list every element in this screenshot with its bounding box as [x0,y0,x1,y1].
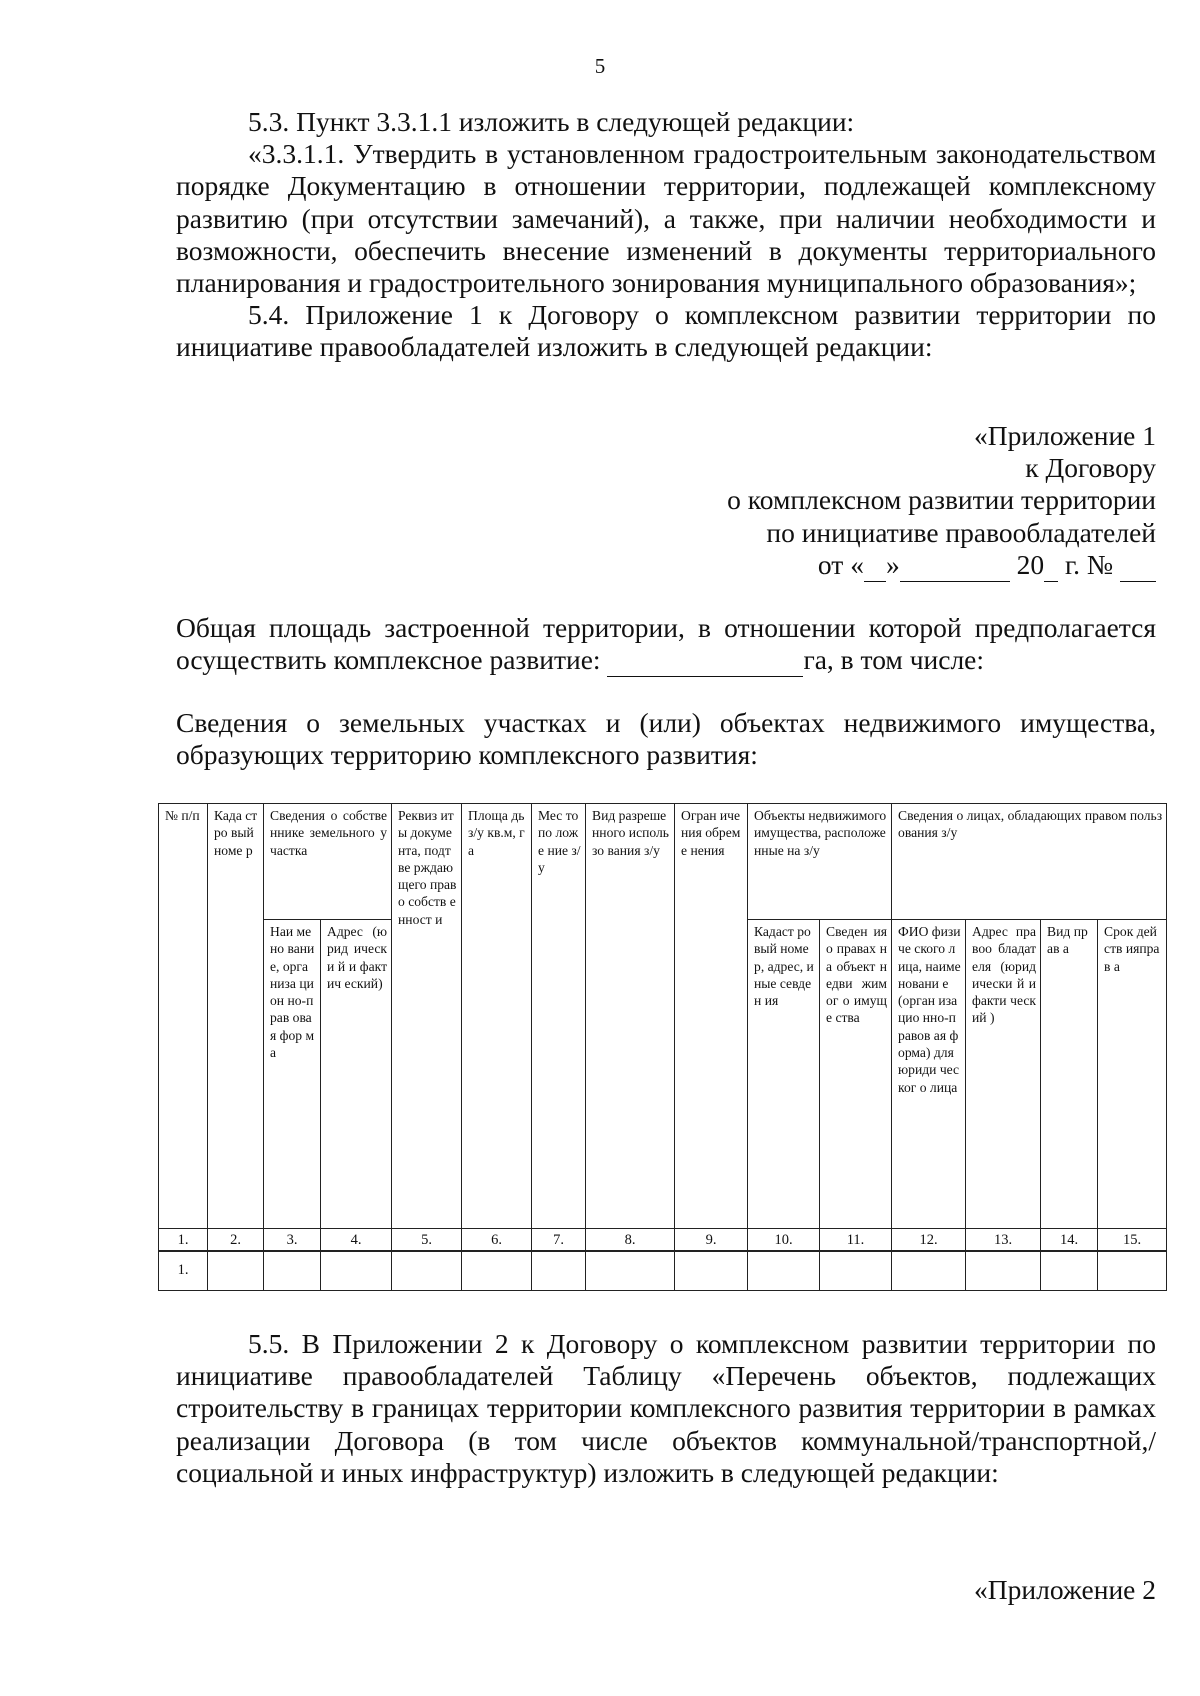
header-docs: Реквиз иты докуме нта, подтве рждаю щего право собств енност и [392,804,462,1229]
header-right-term: Срок действ ияправ а [1098,920,1167,1229]
col-number: 2. [208,1229,264,1251]
col-number: 8. [586,1229,675,1251]
area-statement [176,612,1156,677]
table-cell [748,1251,820,1291]
col-number: 6. [462,1229,532,1251]
clause-5-4: 5.4. Приложение 1 к Договору о комплексном развитии территории по инициативе правообладателей изложить в следующей редакции: [176,299,1156,363]
col-number: 9. [675,1229,748,1251]
col-number: 14. [1041,1229,1098,1251]
area-text-1: Общая площадь застроенной территории, в отношении которой предполагается осуществить комплексное развитие: [176,612,1156,676]
area-text-2: га, в том числе: [803,644,985,676]
header-owner-address: Адрес (юрид ически й и фактич еский) [321,920,392,1229]
clause-5-3: 5.3. Пункт 3.3.1.1 изложить в следующей редакции: [248,106,855,137]
row-number: 1. [159,1251,208,1291]
header-location: Мес топо ложе ние з/у [532,804,586,1229]
table-cell [966,1251,1041,1291]
header-owner: Сведения о собственнике земельного участка [264,804,392,920]
appendix-1-date-line [176,549,1156,582]
appendix-1-line2: к Договору [1025,452,1156,484]
appendix-1-line4: по инициативе правообладателей [766,516,1156,548]
header-object-rights: Сведен ия о правах на объект недви жимог о имуще ства [820,920,892,1229]
table-numbering-row [159,1229,1167,1251]
info-text: Сведения о земельных участках и (или) объектах недвижимого имущества, образующих территорию комплексного развития: [176,707,1156,771]
col-number: 13. [966,1229,1041,1251]
header-user-fio: ФИО физиче ского лица, наиме новани е (орган изацио нно-правов ая форма) для юриди ческог о лица [892,920,966,1229]
appendix-1-title: «Приложение 1 [974,420,1156,451]
col-number: 7. [532,1229,586,1251]
info-statement [176,707,1156,771]
date-prefix: от « [817,548,864,580]
date-number-label: г. № [1058,548,1114,580]
header-user-address: Адрес правоо бладат еля (юрид ически й и факти ческий ) [966,920,1041,1229]
clause-5-5: 5.5. В Приложении 2 к Договору о комплексном развитии территории по инициативе правообладателей Таблицу «Перечень объектов, подлежащих строительству в границах территории комплексного развития территории в рамках реализации Договора (в том числе объектов коммунальной/транспортной,/социальной и иных инфраструктур) изложить в следующей редакции: [176,1328,1156,1488]
table-cell [1041,1251,1098,1291]
col-number: 4. [321,1229,392,1251]
table-cell [820,1251,892,1291]
table-cell [675,1251,748,1291]
table-cell [462,1251,532,1291]
col-number: 10. [748,1229,820,1251]
header-real-estate-objects: Объекты недвижимого имущества, расположенные на з/у [748,804,892,920]
date-close-quote: » [885,548,900,580]
table-cell [264,1251,321,1291]
header-permitted-use: Вид разреше нного использо вания з/у [586,804,675,1229]
table-cell [586,1251,675,1291]
col-number: 3. [264,1229,321,1251]
header-users: Сведения о лицах, обладающих правом пользования з/у [892,804,1167,920]
header-area: Площа дь з/у кв.м, га [462,804,532,1229]
table-header-row-1 [159,804,1167,920]
header-cadastral: Када стро вый номе р [208,804,264,1229]
header-num: № п/п [159,804,208,1229]
col-number: 15. [1098,1229,1167,1251]
col-number: 5. [392,1229,462,1251]
table-cell [208,1251,264,1291]
header-object-cadastral: Кадаст ровый номер, адрес, иные севден ия [748,920,820,1229]
appendix-1-header [176,420,1156,582]
table-cell [892,1251,966,1291]
col-number: 1. [159,1229,208,1251]
table-row [159,1251,1167,1291]
appendix-2-header [176,1574,1156,1606]
table-cell [321,1251,392,1291]
table-cell [532,1251,586,1291]
appendix-2-title: «Приложение 2 [974,1574,1156,1605]
page-number: 5 [594,54,606,78]
header-restrictions: Огран ичения обреме нения [675,804,748,1229]
header-right-kind: Вид прав а [1041,920,1098,1229]
header-owner-name: Наи мено вани е, орга низа цион но-прав овая фор ма [264,920,321,1229]
land-plots-table [158,803,1167,1291]
col-number: 12. [892,1229,966,1251]
appendix-1-line3: о комплексном развитии территории [727,484,1156,516]
amendment-text-bottom [176,1328,1156,1489]
clause-3-3-1-1: «3.3.1.1. Утвердить в установленном градостроительным законодательством порядке Документацию в отношении территории, подлежащей комплексному развитию (при отсутствии замечаний), а также, при наличии необходимости и возможности, обеспечить внесение изменений в документы территориального планирования и градостроительного зонирования муниципального образования»; [176,138,1156,299]
table-cell [1098,1251,1167,1291]
amendment-text-top [176,106,1156,364]
col-number: 11. [820,1229,892,1251]
table-cell [392,1251,462,1291]
date-year: 20 [1009,548,1045,580]
